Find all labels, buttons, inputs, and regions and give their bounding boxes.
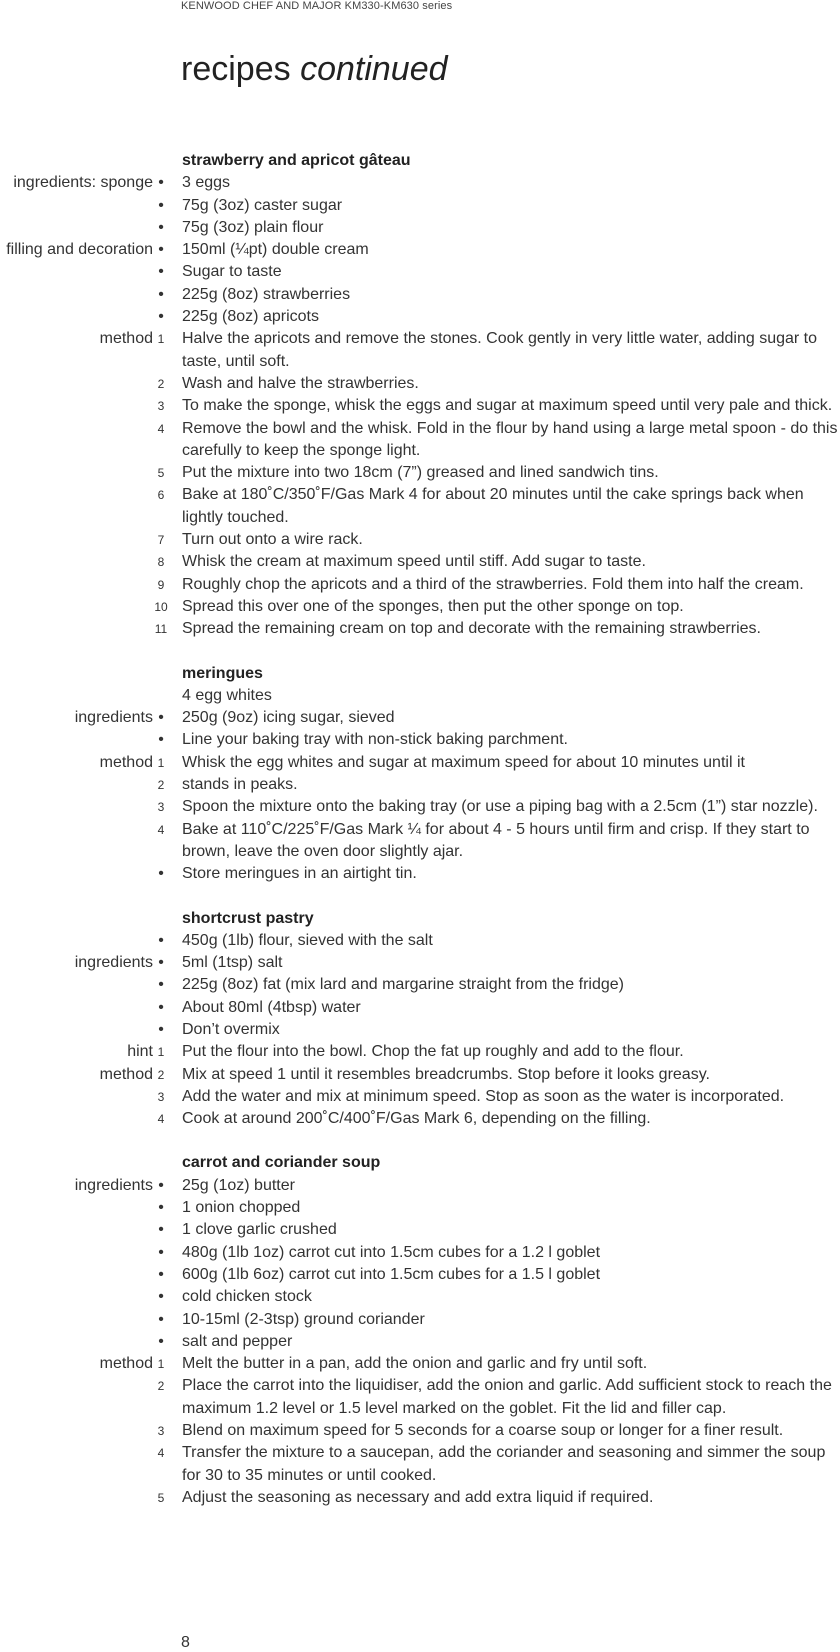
line-text: 225g (8oz) fat (mix lard and margarine straight from the fridge) [182,976,624,994]
bullet-marker: • [158,308,164,326]
recipe-line [0,1286,840,1308]
recipe-line [0,1487,840,1509]
line-text: 250g (9oz) icing sugar, sieved [182,709,395,727]
line-text: Halve the apricots and remove the stones. Cook gently in very little water, adding sugar to taste, until soft. [182,330,818,370]
step-number: 3 [157,800,165,815]
line-text: Spread the remaining cream on top and decorate with the remaining strawberries. [182,620,761,638]
step-number: 1 [157,755,165,770]
recipe-line [0,195,840,217]
side-label: method [99,753,153,771]
page-title [181,50,448,89]
line-text: cold chicken stock [182,1288,312,1306]
recipe-line [0,373,840,395]
recipe-line [0,1064,840,1086]
bullet-marker: • [158,263,164,281]
step-number: 4 [157,1446,165,1461]
line-text: Cook at around 200˚C/400˚F/Gas Mark 6, depending on the filling. [182,1110,651,1128]
recipe-line [0,1420,840,1442]
step-number: 3 [157,1089,165,1104]
side-label: ingredients [74,954,153,972]
line-text: Put the mixture into two 18cm (7”) greased and lined sandwich tins. [182,464,659,482]
recipe-line [0,1353,840,1375]
bullet-marker: • [158,218,164,236]
line-text: Melt the butter in a pan, add the onion and garlic and fry until soft. [182,1355,648,1373]
step-number: 1 [157,1045,165,1060]
bullet-marker: • [158,976,164,994]
line-text: Spread this over one of the sponges, then put the other sponge on top. [182,597,684,615]
line-text: 1 onion chopped [182,1199,301,1217]
step-number: 2 [157,1067,165,1082]
recipe-section [0,908,840,1131]
line-text: Bake at 180˚C/350˚F/Gas Mark 4 for about 20 minutes until the cake springs back when lightly touched. [182,486,804,526]
page-title-italic: continued [300,50,448,88]
bullet-marker: • [158,1221,164,1239]
step-number: 4 [157,822,165,837]
bullet-marker: • [158,1199,164,1217]
side-label: ingredients [74,1176,153,1194]
recipe-line [0,1041,840,1063]
recipe-line [0,974,840,996]
step-number: 7 [157,533,165,548]
recipe-line [0,752,840,774]
recipe-title: carrot and coriander soup [182,1154,381,1172]
line-text: Store meringues in an airtight tin. [182,865,417,883]
step-number: 10 [154,599,168,614]
recipe-line [0,596,840,618]
line-text: Whisk the egg whites and sugar at maximum speed for about 10 minutes until it [182,753,745,771]
bullet-marker: • [158,1243,164,1261]
recipe-line [0,1108,840,1130]
bullet-marker: • [158,998,164,1016]
line-text: 4 egg whites [182,686,272,704]
line-text: 3 eggs [182,174,231,192]
bullet-marker: • [158,285,164,303]
step-number: 3 [157,399,165,414]
line-text: 1 clove garlic crushed [182,1221,337,1239]
running-header: KENWOOD CHEF AND MAJOR KM330-KM630 series [181,0,453,12]
recipe-title: shortcrust pastry [182,909,314,927]
side-label: method [99,330,153,348]
recipe-line [0,685,840,707]
step-number: 2 [157,376,165,391]
side-label: filling and decoration [6,241,153,259]
step-number: 1 [157,1357,165,1372]
bullet-marker: • [158,1310,164,1328]
bullet-marker: • [158,1288,164,1306]
bullet-marker: • [158,241,164,259]
side-label: method [99,1065,153,1083]
recipe-line [0,328,840,373]
side-label: hint [127,1043,153,1061]
recipe-line [0,261,840,283]
bullet-marker: • [158,174,164,192]
bullet-marker: • [158,196,164,214]
line-text: 480g (1lb 1oz) carrot cut into 1.5cm cubes for a 1.2 l goblet [182,1243,601,1261]
line-text: To make the sponge, whisk the eggs and sugar at maximum speed until very pale and thick. [182,397,833,415]
line-text: Line your baking tray with non-stick baking parchment. [182,731,568,749]
line-text: Roughly chop the apricots and a third of the strawberries. Fold them into half the cream. [182,575,804,593]
recipe-line [0,574,840,596]
recipe-line [0,997,840,1019]
line-text: 225g (8oz) apricots [182,308,319,326]
line-text: stands in peaks. [182,776,298,794]
recipe-line [0,551,840,573]
bullet-marker: • [158,865,164,883]
bullet-marker: • [158,1265,164,1283]
step-number: 5 [157,466,165,481]
recipe-line [0,172,840,194]
recipe-title: meringues [182,664,263,682]
step-number: 3 [157,1424,165,1439]
line-text: Whisk the cream at maximum speed until stiff. Add sugar to taste. [182,553,646,571]
bullet-marker: • [158,709,164,727]
line-text: Bake at 110˚C/225˚F/Gas Mark ¼ for about 4 - 5 hours until firm and crisp. If they start to brown, leave the oven door slightly ajar. [182,820,810,860]
recipe-line [0,1331,840,1353]
line-text: 5ml (1tsp) salt [182,954,283,972]
side-label: ingredients [74,709,153,727]
recipe-line [0,306,840,328]
line-text: Mix at speed 1 until it resembles breadcrumbs. Stop before it looks greasy. [182,1065,710,1083]
step-number: 5 [157,1490,165,1505]
recipe-line [0,863,840,885]
recipe-line [0,729,840,751]
recipe-line [0,1442,840,1487]
recipe-line [0,774,840,796]
recipe-line [0,395,840,417]
line-text: salt and pepper [182,1332,293,1350]
line-text: 600g (1lb 6oz) carrot cut into 1.5cm cubes for a 1.5 l goblet [182,1265,601,1283]
recipe-section [0,663,840,886]
recipe-line [0,930,840,952]
recipe-line [0,707,840,729]
step-number: 2 [157,1379,165,1394]
bullet-marker: • [158,1176,164,1194]
recipe-line [0,1375,840,1420]
side-label: ingredients: sponge [13,174,153,192]
line-text: Remove the bowl and the whisk. Fold in the flour by hand using a large metal spoon - do this carefully to keep the sponge light. [182,419,838,459]
recipe-line [0,462,840,484]
line-text: Place the carrot into the liquidiser, add the onion and garlic. Add sufficient stock to reach the maximum 1.2 level or 1.5 level marked on the goblet. Fit the lid and filler cap. [182,1377,832,1417]
recipe-line [0,1019,840,1041]
page-title-main: recipes [181,50,291,88]
line-text: 10-15ml (2-3tsp) ground coriander [182,1310,425,1328]
recipe-line [0,217,840,239]
line-text: 75g (3oz) plain flour [182,218,324,236]
bullet-marker: • [158,1332,164,1350]
step-number: 1 [157,332,165,347]
line-text: About 80ml (4tbsp) water [182,998,361,1016]
line-text: Adjust the seasoning as necessary and add extra liquid if required. [182,1488,654,1506]
recipe-line [0,1086,840,1108]
step-number: 4 [157,1112,165,1127]
line-text: Don’t overmix [182,1020,280,1038]
line-text: Sugar to taste [182,263,282,281]
bullet-marker: • [158,1020,164,1038]
side-label: method [99,1355,153,1373]
recipe-section [0,150,840,641]
step-number: 2 [157,778,165,793]
recipe-line [0,484,840,529]
step-number: 6 [157,488,165,503]
line-text: Wash and halve the strawberries. [182,374,419,392]
step-number: 4 [157,421,165,436]
recipe-line [0,952,840,974]
line-text: Turn out onto a wire rack. [182,531,363,549]
line-text: Blend on maximum speed for 5 seconds for a coarse soup or longer for a finer result. [182,1422,784,1440]
line-text: Spoon the mixture onto the baking tray (or use a piping bag with a 2.5cm (1”) star nozzle). [182,798,818,816]
recipe-line [0,1242,840,1264]
bullet-marker: • [158,731,164,749]
step-number: 8 [157,555,165,570]
step-number: 11 [154,622,168,637]
recipe-section [0,1152,840,1509]
recipe-line [0,529,840,551]
line-text: 25g (1oz) butter [182,1176,295,1194]
recipe-line [0,618,840,640]
recipe-line [0,1197,840,1219]
line-text: 150ml (¼pt) double cream [182,241,369,259]
line-text: 75g (3oz) caster sugar [182,196,343,214]
recipe-line [0,1219,840,1241]
recipe-line [0,1309,840,1331]
recipe-line [0,284,840,306]
line-text: Add the water and mix at minimum speed. Stop as soon as the water is incorporated. [182,1087,785,1105]
line-text: 450g (1lb) flour, sieved with the salt [182,931,433,949]
bullet-marker: • [158,954,164,972]
recipe-content [0,150,840,1531]
bullet-marker: • [158,931,164,949]
recipe-line [0,1264,840,1286]
recipe-line [0,819,840,864]
recipe-line [0,796,840,818]
recipe-line [0,239,840,261]
line-text: Put the flour into the bowl. Chop the fat up roughly and add to the flour. [182,1043,684,1061]
line-text: Transfer the mixture to a saucepan, add the coriander and seasoning and simmer the soup for 30 to 35 minutes or until cooked. [182,1444,826,1484]
page-number: 8 [181,1634,190,1651]
step-number: 9 [157,577,165,592]
recipe-line [0,1175,840,1197]
line-text: 225g (8oz) strawberries [182,285,351,303]
recipe-title: strawberry and apricot gâteau [182,152,411,169]
recipe-line [0,418,840,463]
